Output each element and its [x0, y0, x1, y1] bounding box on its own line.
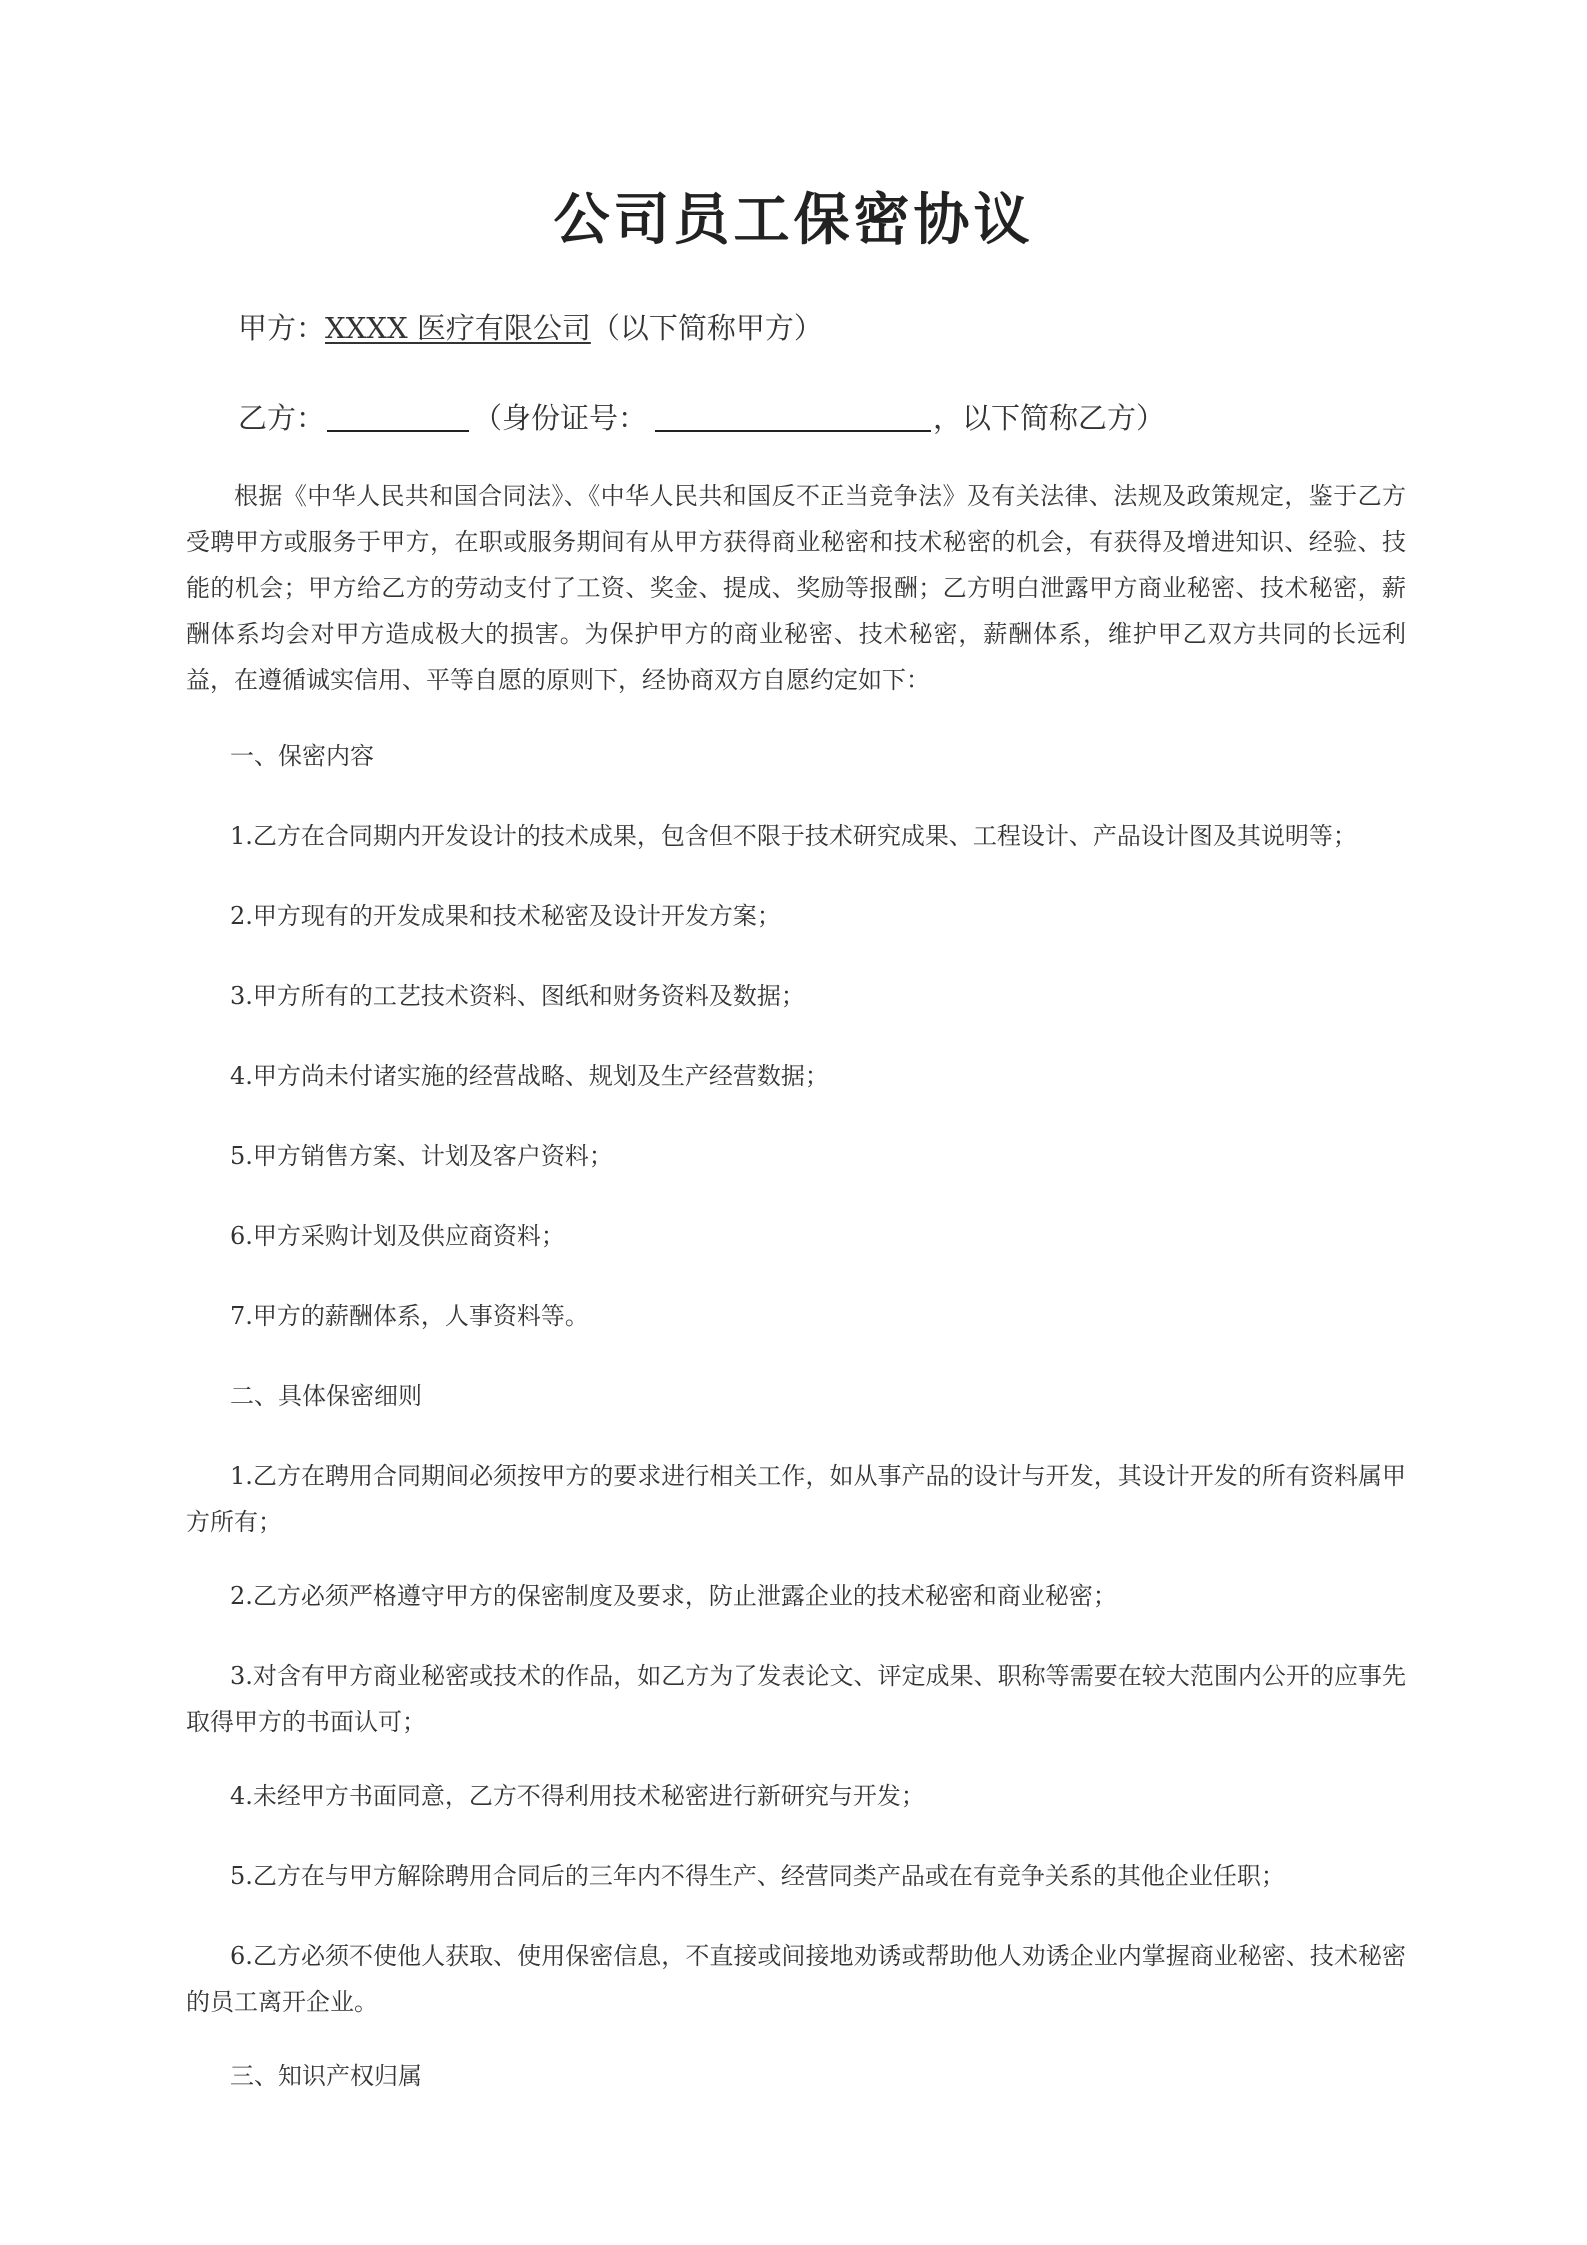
section-1-heading: 一、保密内容	[230, 742, 374, 770]
section-1-item-2: 2.甲方现有的开发成果和技术秘密及设计开发方案；	[230, 902, 781, 930]
party-a-label: 甲方：	[238, 311, 326, 345]
party-a-suffix: （以下简称甲方）	[590, 311, 823, 345]
section-3-heading: 三、知识产权归属	[230, 2062, 422, 2090]
section-1-item-7: 7.甲方的薪酬体系，人事资料等。	[230, 1302, 589, 1330]
section-1-item-4: 4.甲方尚未付诸实施的经营战略、规划及生产经营数据；	[230, 1062, 829, 1090]
section-2-item-4: 4.未经甲方书面同意，乙方不得利用技术秘密进行新研究与开发；	[230, 1782, 925, 1810]
section-1-item-1: 1.乙方在合同期内开发设计的技术成果，包含但不限于技术研究成果、工程设计、产品设计图及其说明等；	[230, 822, 1357, 850]
section-2-item-5: 5.乙方在与甲方解除聘用合同后的三年内不得生产、经营同类产品或在有竞争关系的其他企业任职；	[230, 1862, 1285, 1890]
party-b-label: 乙方：	[238, 401, 326, 435]
section-2-item-3: 3.对含有甲方商业秘密或技术的作品，如乙方为了发表论文、评定成果、职称等需要在较大范围内公开的应事先取得甲方的书面认可；	[186, 1662, 1406, 1736]
section-2-item-1: 1.乙方在聘用合同期间必须按甲方的要求进行相关工作，如从事产品的设计与开发，其设计开发的所有资料属甲方所有；	[186, 1462, 1406, 1536]
section-2-item-6: 6.乙方必须不使他人获取、使用保密信息，不直接或间接地劝诱或帮助他人劝诱企业内掌握商业秘密、技术秘密的员工离开企业。	[186, 1942, 1406, 2016]
section-1-item-6: 6.甲方采购计划及供应商资料；	[230, 1222, 565, 1250]
section-1-item-3: 3.甲方所有的工艺技术资料、图纸和财务资料及数据；	[230, 982, 805, 1010]
intro-paragraph: 根据《中华人民共和国合同法》、《中华人民共和国反不正当竞争法》及有关法律、法规及政策规定，鉴于乙方受聘甲方或服务于甲方，在职或服务期间有从甲方获得商业秘密和技术秘密的机会，有获得及增进知识、经验、技能的机会；甲方给乙方的劳动支付了工资、奖金、提成、奖励等报酬；乙方明白泄露甲方商业秘密、技术秘密，薪酬体系均会对甲方造成极大的损害。为保护甲方的商业秘密、技术秘密，薪酬体系，维护甲乙双方共同的长远利益，在遵循诚实信用、平等自愿的原则下，经协商双方自愿约定如下：	[186, 482, 1406, 694]
section-1-item-5: 5.甲方销售方案、计划及客户资料；	[230, 1142, 613, 1170]
party-b-id-label: （身份证号：	[473, 401, 648, 435]
party-b-id-blank	[655, 400, 931, 432]
section-2-item-2: 2.乙方必须严格遵守甲方的保密制度及要求，防止泄露企业的技术秘密和商业秘密；	[230, 1582, 1117, 1610]
section-2-heading: 二、具体保密细则	[230, 1382, 422, 1410]
document-title: 公司员工保密协议	[553, 187, 1034, 253]
party-b-suffix: ，以下简称乙方）	[933, 401, 1166, 435]
party-b-line	[238, 398, 1165, 438]
party-a-name: XXXX 医疗有限公司	[325, 311, 591, 345]
party-a-line	[238, 308, 823, 348]
party-b-name-blank	[327, 400, 469, 432]
